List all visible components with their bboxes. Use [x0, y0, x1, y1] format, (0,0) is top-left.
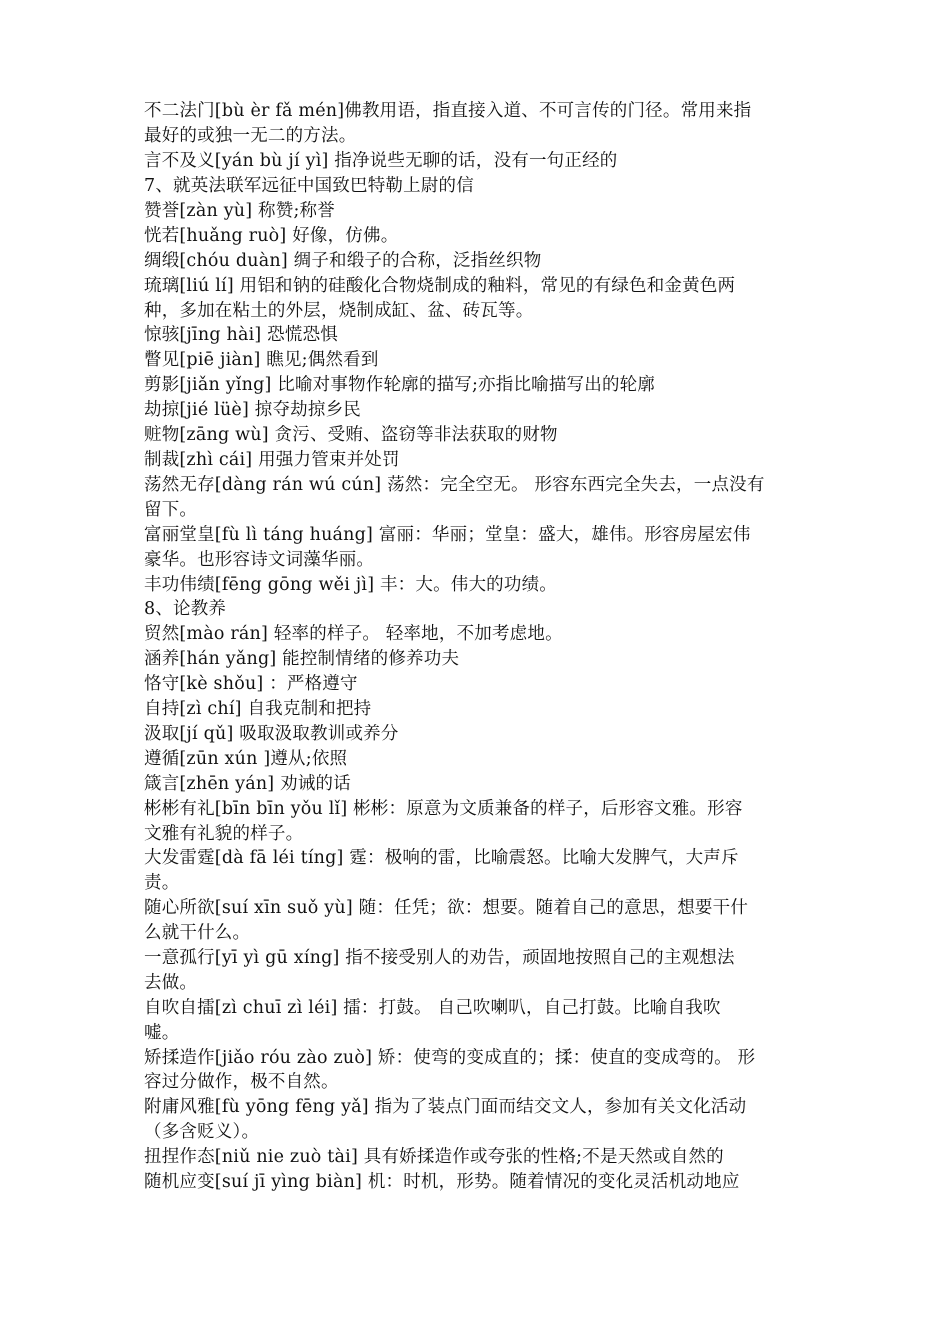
text-line: 赃物[zāng wù] 贪污、受贿、盗窃等非法获取的财物: [144, 425, 558, 445]
text-line: 丰功伟绩[fēng gōng wěi jì] 丰：大。伟大的功绩。: [144, 575, 557, 595]
text-line: 文雅有礼貌的样子。: [144, 824, 304, 844]
text-line: （多含贬义）。: [144, 1122, 260, 1142]
text-line: 琉璃[liú lí] 用铝和钠的硅酸化合物烧制成的釉料，常见的有绿色和金黄色两: [144, 276, 736, 296]
text-line: 豪华。也形容诗文词藻华丽。: [144, 550, 375, 570]
text-line: 么就干什么。: [144, 923, 251, 943]
text-line: 绸缎[chóu duàn] 绸子和缎子的合称，泛指丝织物: [144, 251, 542, 271]
text-line: 容过分做作，极不自然。: [144, 1072, 339, 1092]
text-line: 恪守[kè shǒu] ：严格遵守: [144, 674, 358, 694]
text-line: 去做。: [144, 973, 198, 993]
text-line: 涵养[hán yǎng] 能控制情绪的修养功夫: [144, 649, 460, 669]
text-line: 种，多加在粘土的外层，烧制成缸、盆、砖瓦等。: [144, 301, 534, 321]
text-line: 留下。: [144, 500, 198, 520]
text-line: 恍若[huǎng ruò] 好像，仿佛。: [144, 226, 399, 246]
text-line: 大发雷霆[dà fā léi tíng] 霆：极响的雷，比喻震怒。比喻大发脾气，大声斥: [144, 848, 739, 868]
text-line: 遵循[zūn xún ]遵从;依照: [144, 749, 348, 769]
text-line: 箴言[zhēn yán] 劝诫的话: [144, 774, 351, 794]
text-line: 汲取[jí qǔ] 吸取汲取教训或养分: [144, 724, 399, 744]
text-line: 嘘。: [144, 1023, 180, 1043]
text-line: 贸然[mào rán] 轻率的样子。 轻率地，不加考虑地。: [144, 624, 563, 644]
text-line: 制裁[zhì cái] 用强力管束并处罚: [144, 450, 400, 470]
text-line: 一意孤行[yī yì gū xíng] 指不接受别人的劝告，顽固地按照自己的主观想法: [144, 948, 735, 968]
text-line: 劫掠[jié lüè] 掠夺劫掠乡民: [144, 400, 361, 420]
text-line: 附庸风雅[fù yōng fēng yǎ] 指为了装点门面而结交文人，参加有关文化活动: [144, 1097, 747, 1117]
text-line: 自持[zì chí] 自我克制和把持: [144, 699, 372, 719]
text-line: 富丽堂皇[fù lì táng huáng] 富丽：华丽；堂皇：盛大，雄伟。形容房屋宏伟: [144, 525, 751, 545]
text-line: 言不及义[yán bù jí yì] 指净说些无聊的话，没有一句正经的: [144, 151, 618, 171]
text-line: 自吹自擂[zì chuī zì léi] 擂：打鼓。 自己吹喇叭，自己打鼓。比喻自我吹: [144, 998, 721, 1018]
text-line: 矫揉造作[jiǎo róu zào zuò] 矫：使弯的变成直的；揉：使直的变成弯的。 形: [144, 1048, 756, 1068]
text-line: 责。: [144, 873, 180, 893]
text-line: 随机应变[suí jī yìng biàn] 机：时机，形势。随着情况的变化灵活机动地应: [144, 1172, 740, 1192]
text-line: 不二法门[bù èr fǎ mén]佛教用语，指直接入道、不可言传的门径。常用来指: [144, 101, 752, 121]
text-line: 剪影[jiǎn yǐng] 比喻对事物作轮廓的描写;亦指比喻描写出的轮廓: [144, 375, 656, 395]
text-line: 瞥见[piē jiàn] 瞧见;偶然看到: [144, 350, 379, 370]
section-heading: 8、论教养: [144, 599, 227, 619]
section-heading: 7、就英法联军远征中国致巴特勒上尉的信: [144, 176, 474, 196]
text-line: 扭捏作态[niǔ nie zuò tài] 具有娇揉造作或夸张的性格;不是天然或自然的: [144, 1147, 724, 1167]
text-line: 最好的或独一无二的方法。: [144, 126, 357, 146]
text-line: 惊骇[jīng hài] 恐慌恐惧: [144, 325, 338, 345]
text-line: 彬彬有礼[bīn bīn yǒu lǐ] 彬彬：原意为文质兼备的样子，后形容文雅。形容: [144, 799, 743, 819]
text-line: 荡然无存[dàng rán wú cún] 荡然：完全空无。 形容东西完全失去，一点没有: [144, 475, 765, 495]
text-line: 赞誉[zàn yù] 称赞;称誉: [144, 201, 335, 221]
text-line: 随心所欲[suí xīn suǒ yù] 随：任凭；欲：想要。随着自己的意思，想要干什: [144, 898, 749, 918]
